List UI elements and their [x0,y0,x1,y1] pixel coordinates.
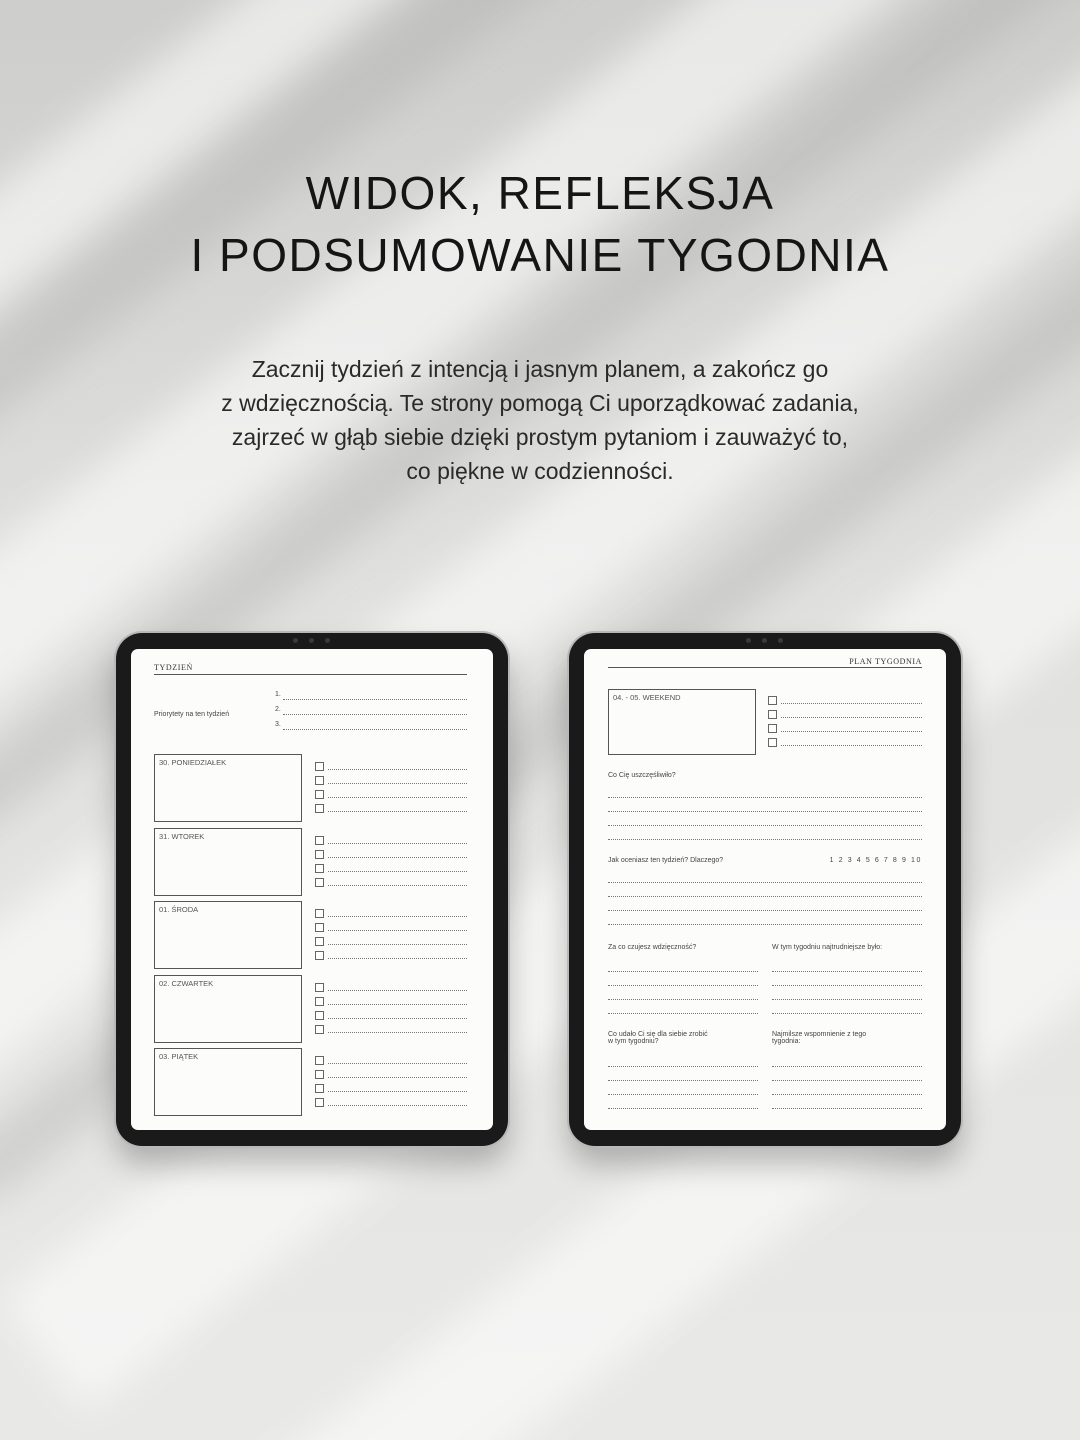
answer-line[interactable] [772,1080,922,1081]
answer-line[interactable] [772,1108,922,1109]
day-box[interactable] [154,828,302,896]
day-box[interactable] [154,754,302,822]
answer-line[interactable] [608,825,922,826]
priorities-label: Priorytety na ten tydzień [154,711,230,718]
question-memory-line-2: tygodnia: [772,1038,801,1045]
heading-rule [608,667,922,668]
task-line[interactable] [328,797,467,798]
day-label: 03. PIĄTEK [159,1052,199,1061]
task-checkbox[interactable] [768,738,777,747]
task-checkbox[interactable] [315,983,324,992]
task-line[interactable] [781,717,922,718]
task-line[interactable] [328,871,467,872]
task-line[interactable] [781,731,922,732]
task-line[interactable] [781,745,922,746]
tablet-weekly-review [569,633,961,1146]
task-line[interactable] [328,958,467,959]
tablet-weekly-plan [116,633,508,1146]
question-self-care-line-1: Co udało Ci się dla siebie zrobić [608,1031,708,1038]
task-line[interactable] [328,885,467,886]
answer-line[interactable] [608,924,922,925]
answer-line[interactable] [608,1094,758,1095]
answer-line[interactable] [772,1094,922,1095]
priority-line[interactable] [283,729,467,730]
task-checkbox[interactable] [315,1070,324,1079]
intro-line-1: Zacznij tydzień z intencją i jasnym planem, a zakończ go [251,356,829,382]
answer-line[interactable] [608,1066,758,1067]
task-checkbox[interactable] [315,937,324,946]
task-checkbox[interactable] [315,909,324,918]
answer-line[interactable] [772,971,922,972]
task-line[interactable] [328,1004,467,1005]
intro-line-4: co piękne w codzienności. [406,458,674,484]
task-line[interactable] [328,783,467,784]
title-line-1: WIDOK, REFLEKSJA [305,167,775,219]
rating-scale[interactable]: 1 2 3 4 5 6 7 8 9 10 [829,857,922,864]
answer-line[interactable] [772,1013,922,1014]
weekend-label: 04. - 05. WEEKEND [613,693,681,702]
task-line[interactable] [781,703,922,704]
answer-line[interactable] [608,839,922,840]
priority-number: 2. [275,706,281,713]
task-line[interactable] [328,1018,467,1019]
day-label: 31. WTOREK [159,831,205,841]
day-label: 02. CZWARTEK [159,978,214,988]
task-line[interactable] [328,1091,467,1092]
task-checkbox[interactable] [768,696,777,705]
answer-line[interactable] [772,985,922,986]
task-line[interactable] [328,857,467,858]
task-line[interactable] [328,944,467,945]
camera-icon [742,638,788,643]
heading-rule [154,674,467,675]
weekly-review-page [584,649,946,1130]
task-line[interactable] [328,916,467,917]
priority-line[interactable] [283,699,467,700]
task-checkbox[interactable] [315,997,324,1006]
question-happy: Co Cię uszczęśliwiło? [608,772,676,779]
camera-icon [289,638,335,643]
weekend-box[interactable] [608,689,756,755]
priority-line[interactable] [283,714,467,715]
task-checkbox[interactable] [315,850,324,859]
task-line[interactable] [328,811,467,812]
answer-line[interactable] [608,1080,758,1081]
task-checkbox[interactable] [315,804,324,813]
day-label: 01. ŚRODA [159,905,199,914]
task-checkbox[interactable] [315,762,324,771]
intro-line-2: z wdzięcznością. Te strony pomogą Ci uporządkować zadania, [221,390,859,416]
task-checkbox[interactable] [315,776,324,785]
day-box[interactable] [154,1048,302,1116]
task-checkbox[interactable] [768,724,777,733]
question-grateful: Za co czujesz wdzięczność? [608,944,697,951]
intro-line-3: zajrzeć w głąb siebie dzięki prostym pytaniom i zauważyć to, [231,424,849,450]
question-hardest: W tym tygodniu najtrudniejsze było: [772,944,883,951]
answer-line[interactable] [608,971,758,972]
answer-line[interactable] [608,811,922,812]
weekly-plan-page [131,649,493,1130]
task-line[interactable] [328,843,467,844]
answer-line[interactable] [608,1108,758,1109]
task-line[interactable] [328,930,467,931]
task-line[interactable] [328,769,467,770]
task-line[interactable] [328,1032,467,1033]
question-rate-week: Jak oceniasz ten tydzień? Dlaczego? [608,857,724,864]
answer-line[interactable] [772,999,922,1000]
task-checkbox[interactable] [315,1098,324,1107]
day-box[interactable] [154,901,302,969]
page-heading: PLAN TYGODNIA [849,657,922,666]
intro-text [0,352,1080,488]
page-heading: TYDZIEŃ [154,663,193,672]
priority-number: 1. [275,691,281,698]
answer-line[interactable] [608,910,922,911]
task-checkbox[interactable] [768,710,777,719]
task-checkbox[interactable] [315,951,324,960]
task-checkbox[interactable] [315,878,324,887]
task-line[interactable] [328,1063,467,1064]
question-self-care [608,1031,708,1045]
answer-line[interactable] [608,882,922,883]
answer-line[interactable] [772,1066,922,1067]
task-checkbox[interactable] [315,864,324,873]
answer-line[interactable] [608,999,758,1000]
day-box[interactable] [154,975,302,1043]
priority-number: 3. [275,721,281,728]
task-checkbox[interactable] [315,1025,324,1034]
task-checkbox[interactable] [315,923,324,932]
day-label: 30. PONIEDZIAŁEK [159,758,227,767]
task-checkbox[interactable] [315,790,324,799]
task-line[interactable] [328,990,467,991]
answer-line[interactable] [608,1013,758,1014]
task-checkbox[interactable] [315,1084,324,1093]
task-checkbox[interactable] [315,1056,324,1065]
task-checkbox[interactable] [315,1011,324,1020]
task-checkbox[interactable] [315,836,324,845]
answer-line[interactable] [608,797,922,798]
question-self-care-line-2: w tym tygodniu? [608,1038,659,1045]
page-title [0,162,1080,286]
title-line-2: I PODSUMOWANIE TYGODNIA [190,229,890,281]
task-line[interactable] [328,1077,467,1078]
question-memory [772,1031,866,1045]
task-line[interactable] [328,1105,467,1106]
answer-line[interactable] [608,896,922,897]
answer-line[interactable] [608,985,758,986]
question-memory-line-1: Najmilsze wspomnienie z tego [772,1031,867,1038]
